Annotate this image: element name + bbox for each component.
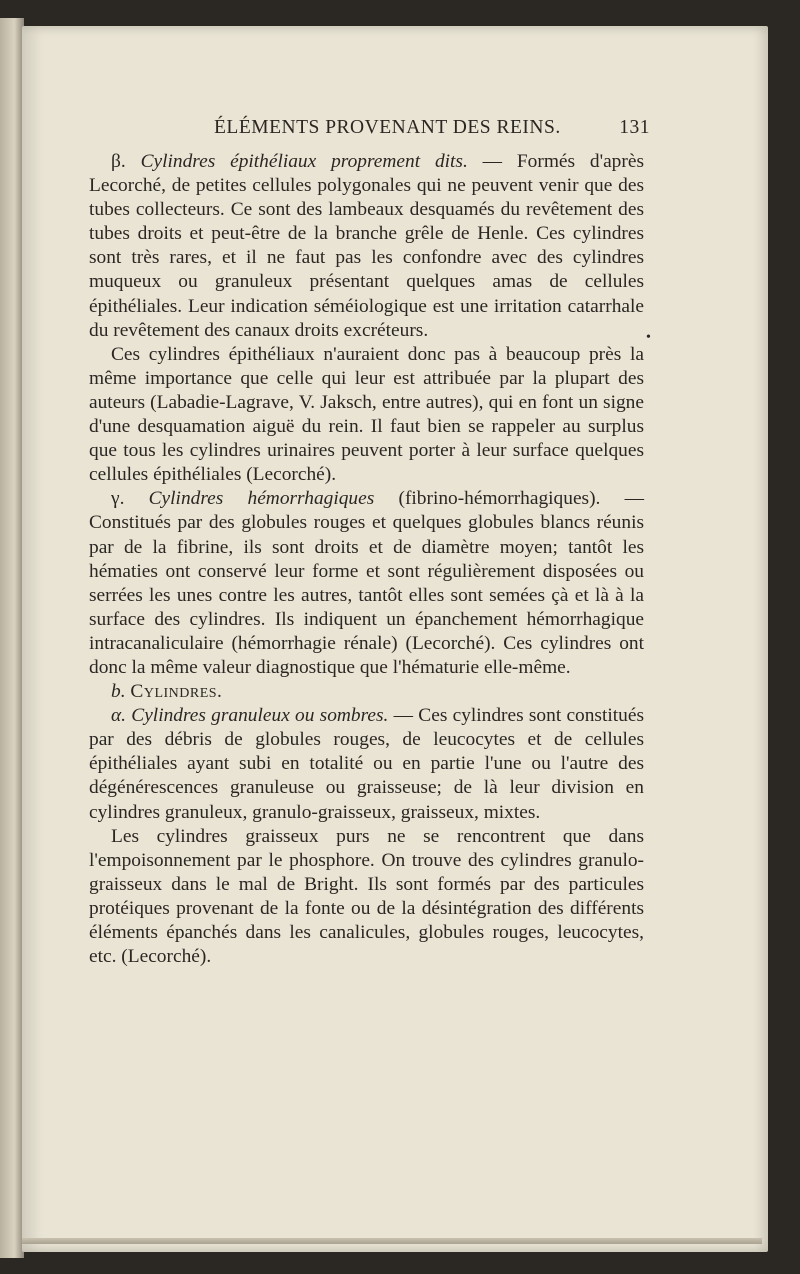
paragraph-epithelial-casts xyxy=(89,150,644,343)
paragraph-fatty-casts xyxy=(89,825,644,970)
section-marker: β. xyxy=(111,151,126,172)
paragraph-text: (fibrino-hémorrhagiques). — Constitués par des globules rouges et quelques globules blancs réunis par de la fibrine, ils sont droits et de diamètre moyen; tantôt les hématies ont conservé leur forme et sont régulièrement disposées ou serrées les unes contre les autres, tantôt elles sont semées çà et là à la surface des cylindres. Ils indiquent un épanchement hémorrhagique intracanaliculaire (hémorrhagie rénale) (Lecorché). Ces cylindres ont donc la même valeur diagnostique que l'hématurie elle-même. xyxy=(89,488,644,678)
section-heading: Cylindres épithéliaux proprement dits. xyxy=(140,151,468,172)
section-heading: Cylindres granuleux ou sombres. xyxy=(131,705,389,727)
page-number: 131 xyxy=(619,117,650,138)
section-marker: b. xyxy=(111,681,126,703)
running-head xyxy=(180,117,650,147)
paragraph-hemorrhagic-casts xyxy=(89,487,644,680)
body-text xyxy=(89,150,644,969)
facing-page-edge xyxy=(0,18,24,1258)
page-bottom-edge xyxy=(22,1238,762,1244)
paragraph-text: — Ces cylindres sont constitués par des débris de globules rouges, de leucocytes et de cellules épithéliales ayant subi en totalité ou en partie l'une ou l'autre des dégénérescences granuleuse ou graisseuse; de là leur division en cylindres granuleux, granulo-graisseux, graisseux, mixtes. xyxy=(89,705,644,823)
section-marker: α. xyxy=(111,705,127,727)
section-heading: Cylindres hémorrhagiques xyxy=(148,488,375,510)
paragraph-granular-casts xyxy=(89,704,644,824)
paragraph-text: — Formés d'après Lecorché, de petites cellules polygonales qui ne peuvent venir que des tubes collecteurs. Ce sont des lambeaux desquamés du revêtement des tubes droits et peut-être de la branche grêle de Henle. Ces cylindres sont très rares, et il ne faut pas les confondre avec des cylindres muqueux ou granuleux présentant quelques amas de cellules épithéliales. Leur indication séméiologique est une irritation catarrhale du revêtement des canaux droits excréteurs. xyxy=(89,151,644,341)
paragraph-text: Les cylindres graisseux purs ne se rencontrent que dans l'empoisonnement par le phosphore. On trouve des cylindres granulo-graisseux dans le mal de Bright. Ils sont formés par des particules protéiques provenant de la fonte ou de la désintégration des différents éléments épanchés dans les canalicules, globules rouges, leucocytes, etc. (Lecorché). xyxy=(89,825,644,968)
paragraph-epithelial-importance xyxy=(89,343,644,488)
margin-dot: • xyxy=(646,330,651,345)
running-title: ÉLÉMENTS PROVENANT DES REINS. xyxy=(214,117,561,138)
section-marker: γ. xyxy=(111,488,125,510)
paragraph-text: Ces cylindres épithéliaux n'auraient donc pas à beaucoup près la même importance que celle qui leur est attribuée par la plupart des auteurs (Labadie-Lagrave, V. Jaksch, entre autres), qui en font un signe d'une desquamation aiguë du rein. Il faut bien se rappeler au surplus que tous les cylindres urinaires peuvent porter à leur surface quelques cellules épithéliales (Lecorché). xyxy=(89,343,644,486)
subsection-cylindres xyxy=(89,680,644,704)
subsection-title: Cylindres. xyxy=(130,681,223,703)
